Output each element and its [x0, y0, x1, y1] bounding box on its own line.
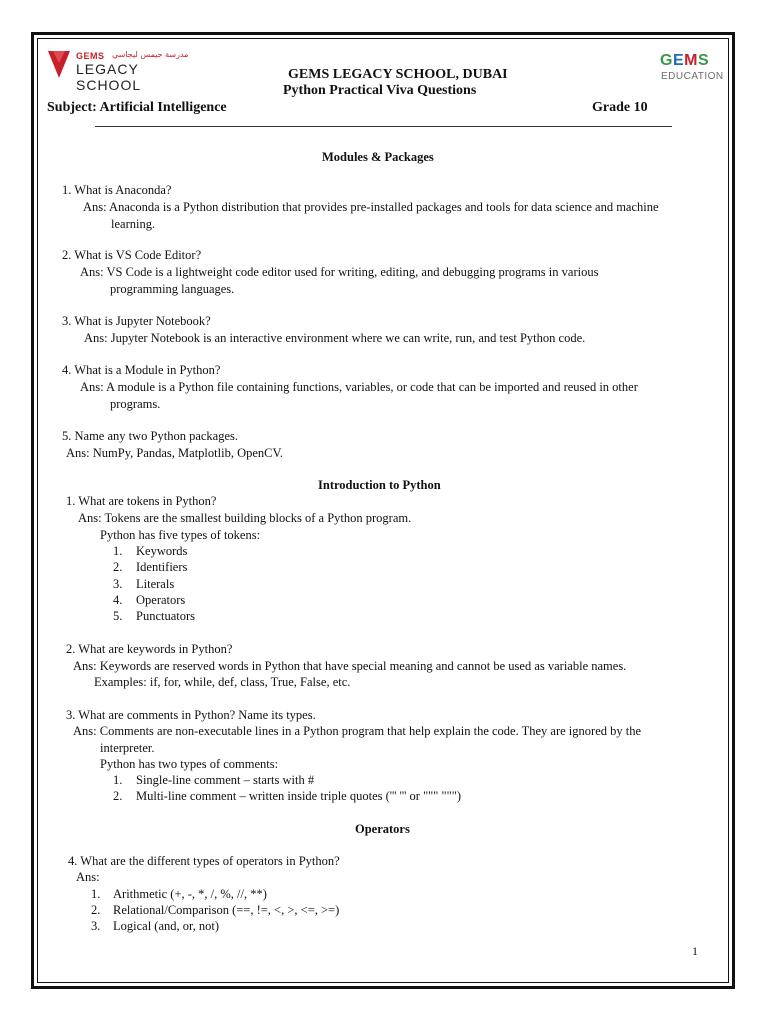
operator-type-item: Relational/Comparison (==, !=, <, >, <=, >=): [113, 903, 340, 917]
gems-letter-s: S: [697, 52, 710, 69]
question-anaconda: 1. What is Anaconda?: [62, 183, 172, 197]
question-comments: 3. What are comments in Python? Name its types.: [66, 708, 316, 722]
answer-comments-line2: interpreter.: [100, 741, 155, 755]
list-number: 3.: [91, 919, 101, 933]
answer-module-line2: programs.: [110, 397, 161, 411]
token-type-item: Keywords: [136, 544, 188, 558]
logo-arabic-text: مدرسة جيمس ليجاسي: [112, 50, 189, 59]
gems-education-logo: [660, 52, 724, 86]
education-wordmark: EDUCATION: [661, 71, 724, 82]
answer-packages-line1: Ans: NumPy, Pandas, Matplotlib, OpenCV.: [66, 446, 284, 460]
token-type-item: Identifiers: [136, 560, 188, 574]
question-vscode: 2. What is VS Code Editor?: [62, 248, 202, 262]
question-jupyter: 3. What is Jupyter Notebook?: [62, 314, 211, 328]
answer-jupyter-line1: Ans: Jupyter Notebook is an interactive environment where we can write, run, and test Python code.: [84, 331, 586, 345]
gems-legacy-school-logo: [48, 49, 208, 93]
list-number: 5.: [113, 609, 123, 623]
list-number: 3.: [113, 577, 123, 591]
list-number: 4.: [113, 593, 123, 607]
answer-comments-line3: Python has two types of comments:: [100, 757, 279, 771]
header-divider: [95, 126, 672, 127]
answer-module-line1: Ans: A module is a Python file containing functions, variables, or code that can be imported and reused in other: [80, 380, 638, 394]
list-number: 1.: [113, 544, 123, 558]
comment-type-item: Single-line comment – starts with #: [136, 773, 315, 787]
answer-comments-line1: Ans: Comments are non-executable lines in a Python program that help explain the code. They are ignored by the: [73, 724, 642, 738]
logo-school-name: LEGACY SCHOOL: [76, 61, 142, 93]
page-number: 1: [692, 944, 698, 958]
section-heading-intro: Introduction to Python: [318, 478, 441, 492]
question-module: 4. What is a Module in Python?: [62, 363, 221, 377]
operator-type-item: Arithmetic (+, -, *, /, %, //, **): [113, 887, 267, 901]
token-type-item: Literals: [136, 577, 175, 591]
gems-letter-g: G: [660, 52, 673, 69]
gems-letter-m: M: [684, 52, 698, 69]
answer-keywords-line2: Examples: if, for, while, def, class, True, False, etc.: [94, 675, 351, 689]
answer-anaconda-line1: Ans: Anaconda is a Python distribution that provides pre-installed packages and tools for data science and machine: [83, 200, 659, 214]
answer-keywords-line1: Ans: Keywords are reserved words in Python that have special meaning and cannot be used as variable names.: [73, 659, 627, 673]
grade-label: Grade 10: [592, 100, 648, 115]
subject-label: Subject: Artificial Intelligence: [47, 100, 227, 115]
gems-shield-icon: [48, 49, 70, 79]
document-title: Python Practical Viva Questions: [283, 83, 477, 98]
answer-tokens-line2: Python has five types of tokens:: [100, 528, 261, 542]
answer-anaconda-line2: learning.: [111, 217, 156, 231]
operator-type-item: Logical (and, or, not): [113, 919, 220, 933]
section-heading-modules: Modules & Packages: [322, 150, 434, 164]
list-number: 2.: [113, 560, 123, 574]
section-heading-operators: Operators: [355, 822, 410, 836]
token-type-item: Punctuators: [136, 609, 196, 623]
question-operators: 4. What are the different types of operators in Python?: [68, 854, 340, 868]
list-number: 2.: [113, 789, 123, 803]
answer-vscode-line2: programming languages.: [110, 282, 235, 296]
answer-vscode-line1: Ans: VS Code is a lightweight code editor used for writing, editing, and debugging programs in various: [80, 265, 599, 279]
list-number: 2.: [91, 903, 101, 917]
list-number: 1.: [91, 887, 101, 901]
question-tokens: 1. What are tokens in Python?: [66, 494, 217, 508]
question-keywords: 2. What are keywords in Python?: [66, 642, 233, 656]
answer-tokens-line1: Ans: Tokens are the smallest building blocks of a Python program.: [78, 511, 412, 525]
logo-brand-text: GEMS: [76, 51, 105, 61]
gems-letter-e: E: [672, 52, 685, 69]
school-title: GEMS LEGACY SCHOOL, DUBAI: [288, 67, 508, 82]
comment-type-item: Multi-line comment – written inside triple quotes (''' ''' or """ """): [136, 789, 461, 803]
gems-wordmark: [660, 52, 709, 70]
question-packages: 5. Name any two Python packages.: [62, 429, 239, 443]
token-type-item: Operators: [136, 593, 186, 607]
answer-operators-line1: Ans:: [76, 870, 100, 884]
list-number: 1.: [113, 773, 123, 787]
